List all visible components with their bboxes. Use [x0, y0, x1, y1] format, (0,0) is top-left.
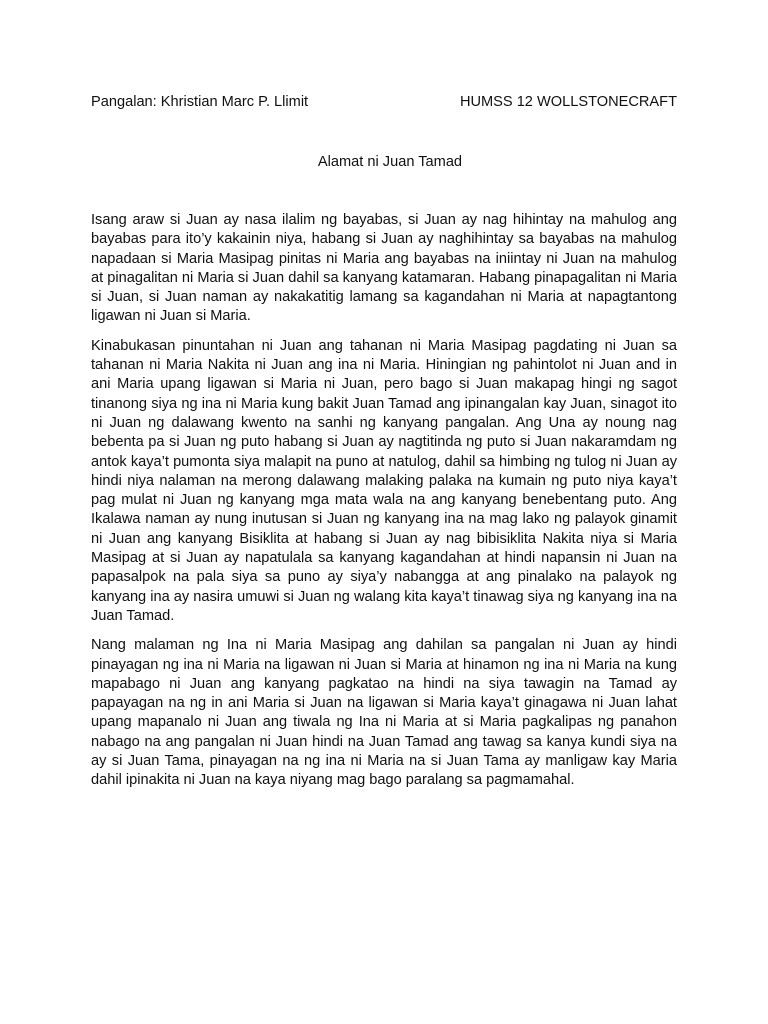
document-title: Alamat ni Juan Tamad: [317, 154, 463, 170]
paragraph-2: Kinabukasan pinuntahan ni Juan ang tahanan ni Maria Masipag pagdating ni Juan sa tahanan ni Maria Nakita ni Juan ang ina ni Maria. Hiningian ng pahintolot ni Juan and in ani Maria upang ligawan si Maria ni Juan, pero bago si Juan makapag hingi ng sagot tinanong siya ng ina ni Maria kung bakit Juan Tamad ang ipinangalan kay Juan, sinagot ito ni Juan ng dalawang kwento na sanhi ng kanyang pangalan. Ang Una ay noung nag bebenta pa si Juan ng puto habang si Juan ay nagtitinda ng puto si Juan nakaramdam ng antok kaya’t pumonta siya malapit na puno at natulog, dahil sa himbing ng tulog ni Juan ay hindi niya nalaman na merong dalawang malaking palaka na kumain ng puto niya kaya’t pag mulat ni Juan ng kanyang mga mata wala na ang kanyang benebentang puto. Ang Ikalawa naman ay nung inutusan si Juan ng kanyang ina na mag lako ng palayok ginamit ni Juan ang kanyang Bisiklita at habang si Juan ay nag bibisiklita Nakita niya si Maria Masipag at si Juan ay napatulala sa kanyang kagandahan at hindi napansin ni Juan na papasalpok na pala siya sa puno ay siya’y nabangga at ang pinalako na palayok ng kanyang ina ay nasira umuwi si Juan ng walang kita kaya’t tinawag siya ng kanyang ina na Juan Tamad.: [91, 337, 677, 624]
student-name: Pangalan: Khristian Marc P. Llimit: [91, 94, 309, 110]
class-section: HUMSS 12 WOLLSTONECRAFT: [459, 94, 677, 110]
paragraph-1: Isang araw si Juan ay nasa ilalim ng bayabas, si Juan ay nag hihintay na mahulog ang bayabas para ito’y kakainin niya, habang si Juan ay naghihintay sa bayabas na mahulog napadaan si Maria Masipag pinitas ni Maria ang bayabas na iniintay ni Juan na mahulog at pinagalitan ni Maria si Juan dahil sa kanyang katamaran. Habang pinapagalitan ni Maria si Juan, si Juan naman ay nakakatitig lamang sa kagandahan ni Maria at napagtantong ligawan ni Juan si Maria.: [91, 212, 677, 325]
document-body: [91, 211, 677, 801]
paragraph-3: Nang malaman ng Ina ni Maria Masipag ang dahilan sa pangalan ni Juan ay hindi pinayagan ng ina ni Maria na ligawan ni Juan si Maria at hinamon ng ina ni Maria na kung mapabago ni Juan ang kanyang pagkatao na hindi na siya tawagin na Tamad ay papayagan na ng in ani Maria si Juan na ligawan si Maria kaya’t ginagawa ni Juan lahat upang mapanalo ni Juan ang tiwala ng Ina ni Maria at si Maria pagkalipas ng panahon nabago na ang pangalan ni Juan hindi na Juan Tamad ang tawag sa kanya kundi siya na ay si Juan Tama, pinayagan na ng ina ni Maria na si Juan Tama ay manligaw kay Maria dahil ipinakita ni Juan na kaya niyang mag bago paralang sa pagmamahal.: [91, 637, 677, 789]
document-header: [91, 93, 677, 111]
